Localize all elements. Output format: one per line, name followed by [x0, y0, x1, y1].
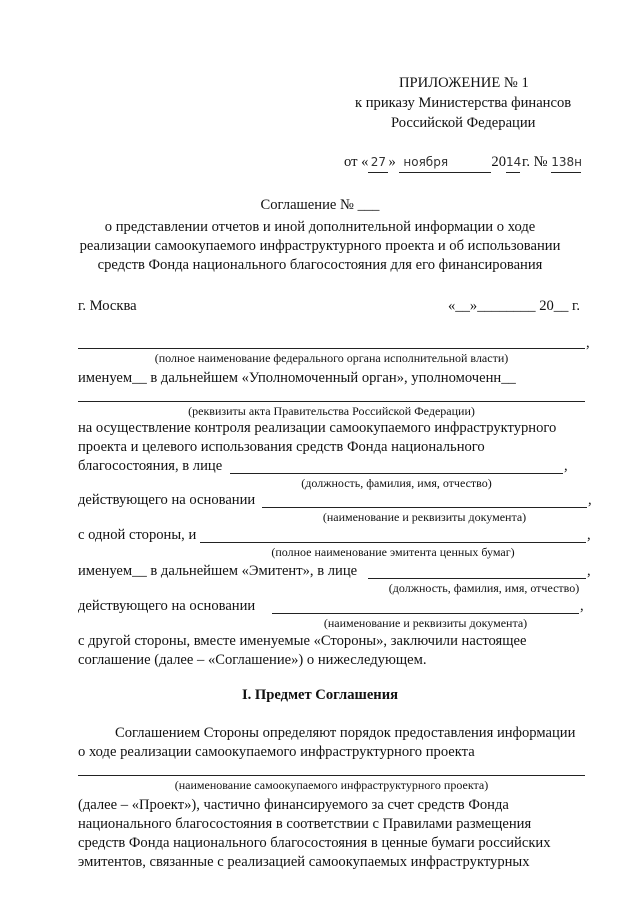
order-reference: к приказу Министерства финансов: [355, 95, 572, 111]
comma: ,: [564, 458, 568, 474]
caption-agency: (полное наименование федерального органа исполнительной власти): [154, 351, 509, 365]
caption-position-1: (должность, фамилия, имя, отчество): [301, 476, 492, 490]
date-from-label: от «: [344, 154, 369, 170]
blank-line-doc-2[interactable]: [272, 613, 579, 614]
section-para-line-4: национального благосостояния в соответствии с Правилами размещения: [78, 816, 532, 832]
order-date-line: [344, 153, 581, 173]
section-para-line-5: средств Фонда национального благосостояния в ценные бумаги российских: [78, 835, 551, 851]
acting-basis-2: действующего на основании: [78, 598, 256, 614]
other-side-line-2: соглашение (далее – «Соглашение») о нижеследующем.: [78, 652, 427, 668]
blank-line-project[interactable]: [78, 775, 585, 776]
named-issuer: именуем__ в дальнейшем «Эмитент», в лице: [78, 563, 358, 579]
comma: ,: [580, 598, 584, 614]
caption-act: (реквизиты акта Правительства Российской Федерации): [188, 404, 475, 418]
comma: ,: [588, 492, 592, 508]
control-line-1: на осуществление контроля реализации самоокупаемого инфраструктурного: [78, 420, 557, 436]
date-day: 27: [368, 153, 388, 173]
named-authorized-body: именуем__ в дальнейшем «Уполномоченный орган», уполномоченн__: [78, 370, 516, 386]
comma: ,: [587, 527, 591, 543]
blank-line-position-1[interactable]: [230, 473, 563, 474]
blank-line-act[interactable]: [78, 401, 585, 402]
comma: ,: [586, 335, 590, 351]
date-year-prefix: 20: [491, 154, 506, 170]
date-year: 14: [506, 153, 520, 173]
section-heading: I. Предмет Соглашения: [241, 687, 399, 703]
caption-doc-2: (наименование и реквизиты документа): [323, 616, 528, 630]
section-para-line-3: (далее – «Проект»), частично финансируемого за счет средств Фонда: [78, 797, 509, 813]
blank-line-issuer[interactable]: [200, 542, 586, 543]
one-side: с одной стороны, и: [78, 527, 197, 543]
blank-line-position-2[interactable]: [368, 578, 586, 579]
control-line-3: благосостояния, в лице: [78, 458, 223, 474]
comma: ,: [587, 563, 591, 579]
date-month: ноября: [399, 153, 491, 173]
order-number: 138н: [551, 153, 581, 173]
title-line-3: реализации самоокупаемого инфраструктурного проекта и об использовании: [79, 238, 561, 254]
date-mid: »: [388, 154, 396, 170]
control-line-2: проекта и целевого использования средств Фонда национального: [78, 439, 485, 455]
other-side-line-1: с другой стороны, вместе именуемые «Стороны», заключили настоящее: [78, 633, 527, 649]
caption-issuer: (полное наименование эмитента ценных бумаг): [271, 545, 515, 559]
title-line-2: о представлении отчетов и иной дополнительной информации о ходе: [104, 219, 536, 235]
date-number-label: г. №: [521, 154, 548, 170]
title-line-4: средств Фонда национального благосостояния для его финансирования: [97, 257, 543, 273]
caption-position-2: (должность, фамилия, имя, отчество): [388, 581, 580, 595]
city: г. Москва: [78, 298, 137, 314]
section-para-line-1: Соглашением Стороны определяют порядок предоставления информации: [115, 725, 576, 741]
federation-line: Российской Федерации: [391, 115, 536, 131]
blank-line-agency[interactable]: [78, 348, 585, 349]
acting-basis-1: действующего на основании: [78, 492, 256, 508]
caption-doc-1: (наименование и реквизиты документа): [322, 510, 527, 524]
section-para-line-6: эмитентов, связанные с реализацией самоокупаемых инфраструктурных: [78, 854, 530, 870]
blank-line-doc-1[interactable]: [262, 507, 587, 508]
appendix-title: ПРИЛОЖЕНИЕ № 1: [399, 75, 529, 91]
sign-date: «__»________ 20__ г.: [448, 298, 581, 314]
caption-project: (наименование самоокупаемого инфраструктурного проекта): [174, 778, 489, 792]
section-para-line-2: о ходе реализации самоокупаемого инфраструктурного проекта: [78, 744, 475, 760]
agreement-number: Соглашение № ___: [260, 197, 380, 213]
